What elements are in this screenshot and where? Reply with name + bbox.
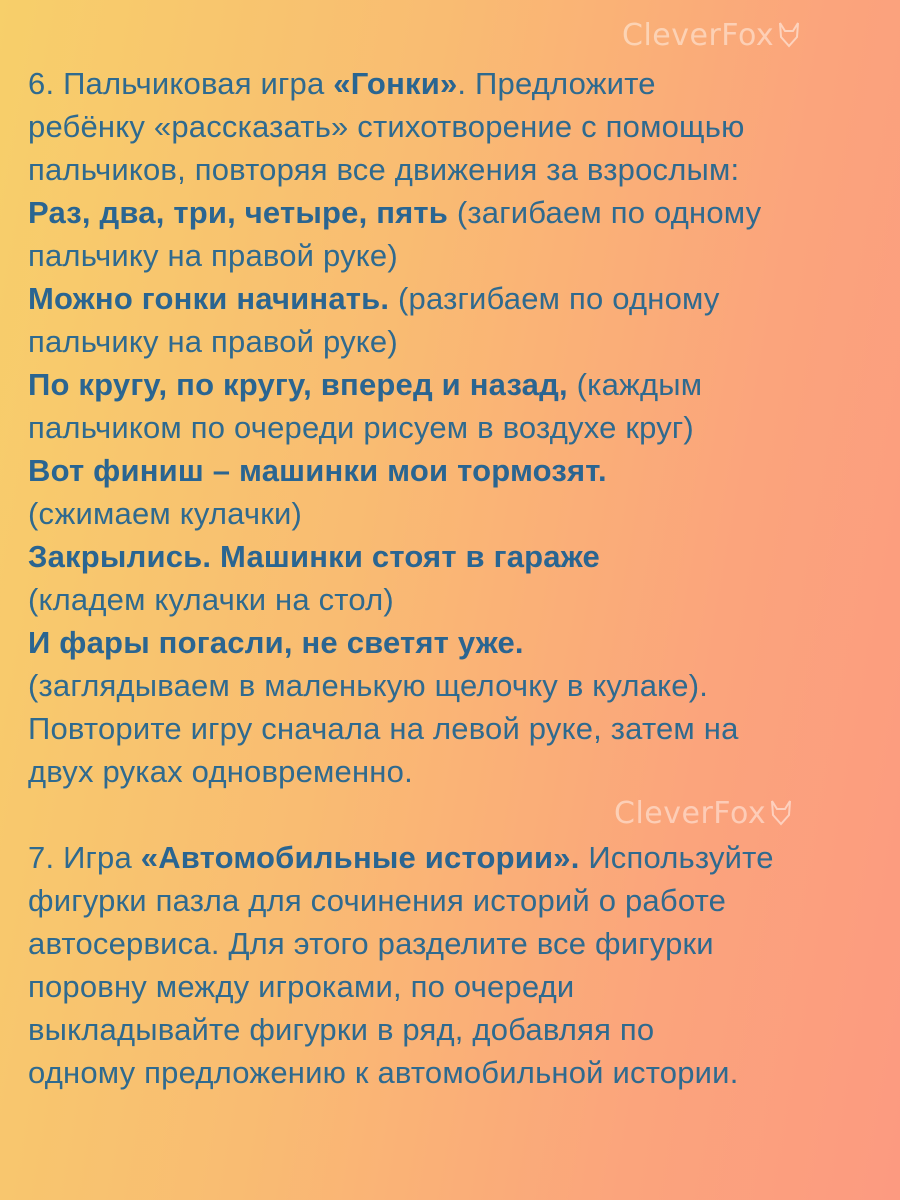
watermark-text: CleverFox: [614, 796, 767, 831]
text-line: (сжимаем кулачки): [28, 496, 303, 531]
text-line: (кладем кулачки на стол): [28, 582, 394, 617]
text-line: Вот финиш – машинки мои тормозят.: [28, 453, 607, 488]
text-line: одному предложению к автомобильной истории.: [28, 1055, 739, 1090]
text-line: пальчиков, повторяя все движения за взрослым:: [28, 152, 740, 187]
text-line: выкладывайте фигурки в ряд, добавляя по: [28, 1012, 655, 1047]
text-line: По кругу, по кругу, вперед и назад, (каждым: [28, 367, 703, 402]
text-line: ребёнку «рассказать» стихотворение с помощью: [28, 109, 745, 144]
text-line: Можно гонки начинать. (разгибаем по одному: [28, 281, 720, 316]
text-line: двух руках одновременно.: [28, 754, 413, 789]
text-line: автосервиса. Для этого разделите все фигурки: [28, 926, 714, 961]
section-6: [28, 62, 878, 793]
text-line: пальчику на правой руке): [28, 324, 398, 359]
text-line: Раз, два, три, четыре, пять (загибаем по одному: [28, 195, 762, 230]
fox-icon: [776, 19, 802, 49]
text-line: поровну между игроками, по очереди: [28, 969, 575, 1004]
text-line: фигурки пазла для сочинения историй о работе: [28, 883, 727, 918]
text-line: пальчиком по очереди рисуем в воздухе круг): [28, 410, 694, 445]
section-spacer: [28, 793, 878, 836]
text-line: И фары погасли, не светят уже.: [28, 625, 524, 660]
section-7: [28, 836, 878, 1094]
watermark-text: CleverFox: [622, 18, 775, 53]
text-line: Закрылись. Машинки стоят в гараже: [28, 539, 600, 574]
text-line: 7. Игра «Автомобильные истории». Используйте: [28, 840, 774, 875]
document-body: [28, 62, 878, 1094]
text-line: 6. Пальчиковая игра «Гонки». Предложите: [28, 66, 656, 101]
text-line: (заглядываем в маленькую щелочку в кулаке).: [28, 668, 709, 703]
text-line: пальчику на правой руке): [28, 238, 398, 273]
text-line: Повторите игру сначала на левой руке, затем на: [28, 711, 739, 746]
watermark-top: [622, 18, 802, 53]
